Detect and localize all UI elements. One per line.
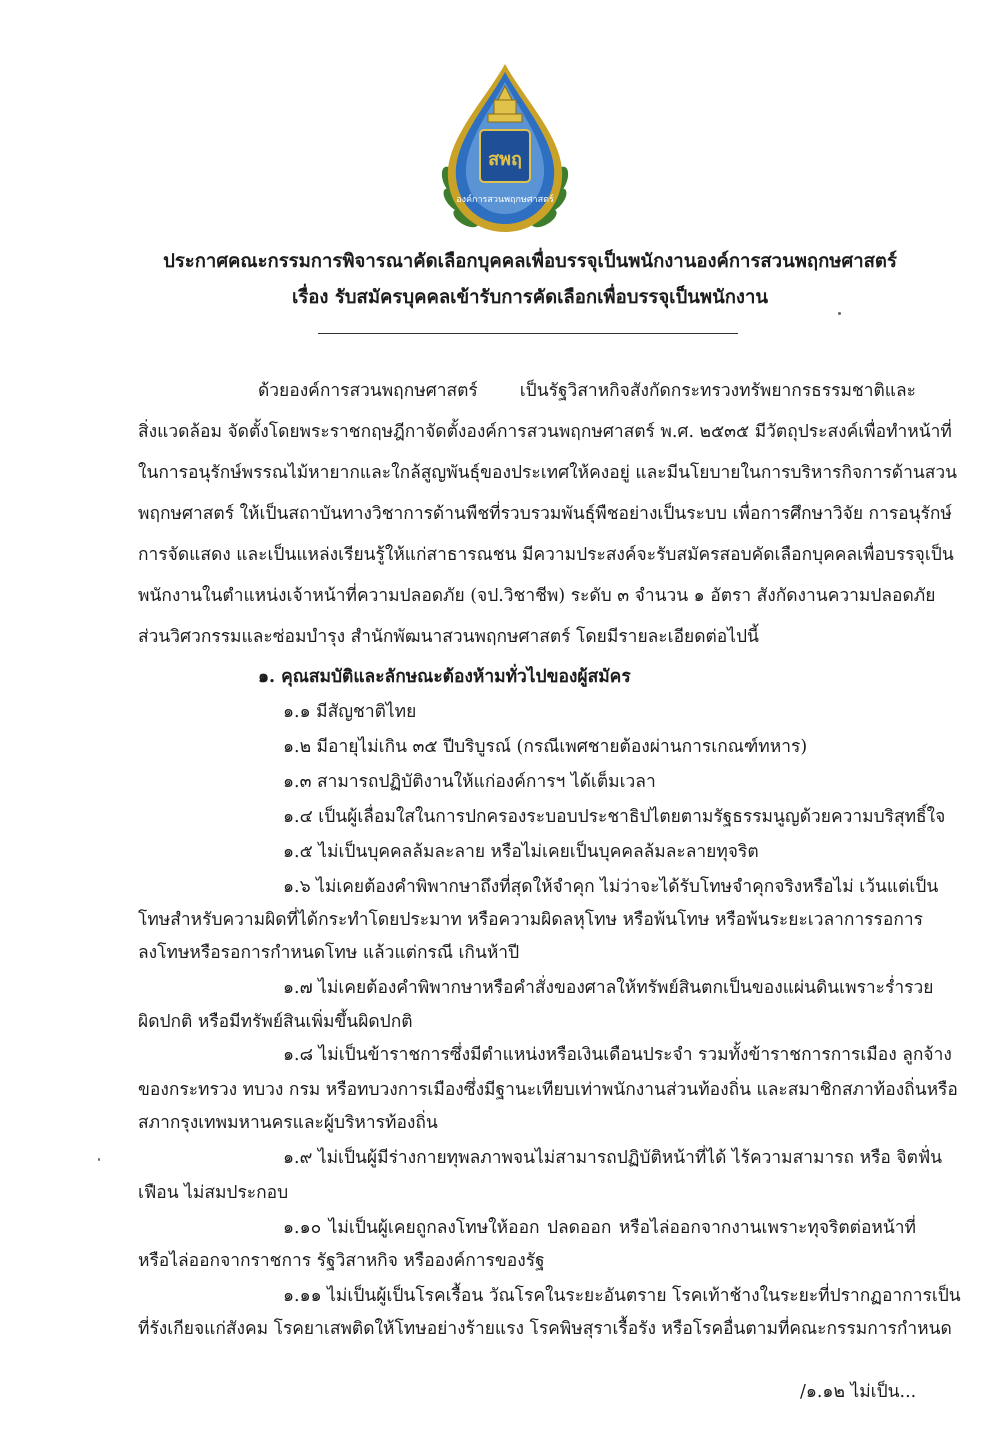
item-1-1: ๑.๑ มีสัญชาติไทย (283, 702, 417, 722)
item-1-9-line-1: ๑.๙ ไม่เป็นผู้มีร่างกายทุพลภาพจนไม่สามารถปฏิบัติหน้าที่ได้ ไร้ความสามารถ หรือ จิตฟั่น (283, 1148, 943, 1168)
item-1-5: ๑.๕ ไม่เป็นบุคคลล้มละลาย หรือไม่เคยเป็นบุคคลล้มละลายทุจริต (283, 842, 759, 862)
announcement-subject: เรื่อง รับสมัครบุคคลเข้ารับการคัดเลือกเพื่อบรรจุเป็นพนักงาน (292, 287, 768, 308)
item-1-10-line-2: หรือไล่ออกจากราชการ รัฐวิสาหกิจ หรือองค์การของรัฐ (138, 1251, 545, 1271)
item-1-4: ๑.๔ เป็นผู้เลื่อมใสในการปกครองระบอบประชาธิปไตยตามรัฐธรรมนูญด้วยความบริสุทธิ์ใจ (283, 807, 946, 827)
item-1-6-line-1: ๑.๖ ไม่เคยต้องคำพิพากษาถึงที่สุดให้จำคุก ไม่ว่าจะได้รับโทษจำคุกจริงหรือไม่ เว้นแต่เป็น (283, 877, 939, 897)
intro-line-7: ส่วนวิศวกรรมและซ่อมบำรุง สำนักพัฒนาสวนพฤกษศาสตร์ โดยมีรายละเอียดต่อไปนี้ (138, 627, 759, 647)
intro-line-6: พนักงานในตำแหน่งเจ้าหน้าที่ความปลอดภัย (จป.วิชาชีพ) ระดับ ๓ จำนวน ๑ อัตรา สังกัดงานความปลอดภัย (138, 586, 936, 606)
organization-logo (430, 60, 580, 240)
item-1-3: ๑.๓ สามารถปฏิบัติงานให้แก่องค์การฯ ได้เต็มเวลา (283, 772, 656, 792)
item-1-6-line-3: ลงโทษหรือรอการกำหนดโทษ แล้วแต่กรณี เกินห้าปี (138, 943, 520, 963)
scan-speck (98, 1158, 100, 1161)
intro-line-5: การจัดแสดง และเป็นแหล่งเรียนรู้ให้แก่สาธารณชน มีความประสงค์จะรับสมัครสอบคัดเลือกบุคคลเพื่อบรรจุเป็น (138, 545, 954, 565)
title-divider (318, 333, 738, 334)
announcement-title: ประกาศคณะกรรมการพิจารณาคัดเลือกบุคคลเพื่อบรรจุเป็นพนักงานองค์การสวนพฤกษศาสตร์ (163, 251, 897, 272)
item-1-9-line-2: เฟือน ไม่สมประกอบ (138, 1183, 289, 1203)
intro-line-2: สิ่งแวดล้อม จัดตั้งโดยพระราชกฤษฎีกาจัดตั้งองค์การสวนพฤกษศาสตร์ พ.ศ. ๒๕๓๕ มีวัตถุประสงค์เพื่อทำหน้าที่ (138, 422, 952, 442)
intro-line-3: ในการอนุรักษ์พรรณไม้หายากและใกล้สูญพันธุ์ของประเทศให้คงอยู่ และมีนโยบายในการบริหารกิจการด้านสวน (138, 463, 958, 483)
item-1-7-line-2: ผิดปกติ หรือมีทรัพย์สินเพิ่มขึ้นผิดปกติ (138, 1012, 413, 1032)
item-1-8-line-1: ๑.๘ ไม่เป็นข้าราชการซึ่งมีตำแหน่งหรือเงินเดือนประจำ รวมทั้งข้าราชการการเมือง ลูกจ้าง (283, 1045, 952, 1065)
item-1-6-line-2: โทษสำหรับความผิดที่ได้กระทำโดยประมาท หรือความผิดลหุโทษ หรือพ้นโทษ หรือพ้นระยะเวลาการรอการ (138, 910, 923, 930)
intro-line-4: พฤกษศาสตร์ ให้เป็นสถาบันทางวิชาการด้านพืชที่รวบรวมพันธุ์พืชอย่างเป็นระบบ เพื่อการศึกษาวิจัย การอนุรักษ์ (138, 504, 952, 524)
item-1-11-line-2: ที่รังเกียจแก่สังคม โรคยาเสพติดให้โทษอย่างร้ายแรง โรคพิษสุราเรื้อรัง หรือโรคอื่นตามที่คณะกรรมการกำหนด (138, 1319, 952, 1339)
item-1-8-line-2: ของกระทรวง ทบวง กรม หรือทบวงการเมืองซึ่งมีฐานะเทียบเท่าพนักงานส่วนท้องถิ่น และสมาชิกสภาท้องถิ่นหรือ (138, 1080, 958, 1100)
item-1-8-line-3: สภากรุงเทพมหานครและผู้บริหารท้องถิ่น (138, 1113, 438, 1133)
section-1-heading: ๑. คุณสมบัติและลักษณะต้องห้ามทั่วไปของผู้สมัคร (258, 667, 631, 687)
continuation-marker: /๑.๑๒ ไม่เป็น... (800, 1382, 917, 1402)
seal-monogram: สพฤ (488, 149, 522, 170)
item-1-11-line-1: ๑.๑๑ ไม่เป็นผู้เป็นโรคเรื้อน วัณโรคในระยะอันตราย โรคเท้าช้างในระยะที่ปรากฏอาการเป็น (283, 1286, 961, 1306)
seal-org-name: องค์การสวนพฤกษศาสตร์ (456, 195, 554, 205)
intro-line-1: ด้วยองค์การสวนพฤกษศาสตร์ เป็นรัฐวิสาหกิจสังกัดกระทรวงทรัพยากรธรรมชาติและ (258, 381, 916, 401)
item-1-10-line-1: ๑.๑๐ ไม่เป็นผู้เคยถูกลงโทษให้ออก ปลดออก หรือไล่ออกจากงานเพราะทุจริตต่อหน้าที่ (283, 1218, 916, 1238)
botanical-garden-seal-icon (430, 60, 580, 240)
item-1-7-line-1: ๑.๗ ไม่เคยต้องคำพิพากษาหรือคำสั่งของศาลให้ทรัพย์สินตกเป็นของแผ่นดินเพราะร่ำรวย (283, 978, 934, 998)
item-1-2: ๑.๒ มีอายุไม่เกิน ๓๕ ปีบริบูรณ์ (กรณีเพศชายต้องผ่านการเกณฑ์ทหาร) (283, 737, 808, 757)
scan-speck (838, 312, 841, 315)
